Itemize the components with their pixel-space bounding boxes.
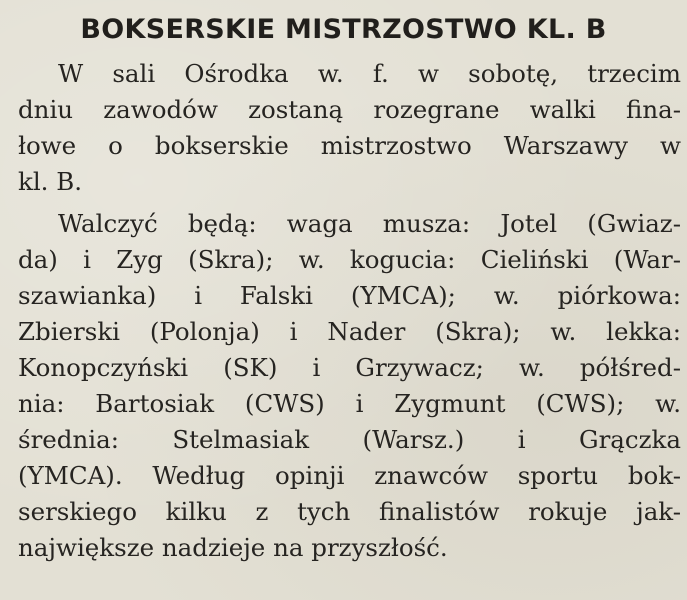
text-line: szawianka) i Falski (YMCA); w. piórkowa: [18, 281, 681, 310]
text-line: da) i Zyg (Skra); w. kogucia: Cieliński (War- [18, 245, 681, 274]
text-line: dniu zawodów zostaną rozegrane walki fina- [18, 95, 681, 124]
text-line: Walczyć będą: waga musza: Jotel (Gwiaz- [58, 209, 681, 238]
text-line: kl. B. [18, 167, 83, 196]
text-line: Konopczyński (SK) i Grzywacz; w. półśred- [18, 353, 681, 382]
text-line: W sali Ośrodka w. f. w sobotę, trzecim [58, 59, 681, 88]
paragraph-2 [18, 206, 681, 566]
text-line: łowe o bokserskie mistrzostwo Warszawy w [18, 131, 681, 160]
text-line: (YMCA). Według opinji znawców sportu bok- [18, 461, 681, 490]
article-body [18, 56, 681, 566]
text-line: nia: Bartosiak (CWS) i Zygmunt (CWS); w. [18, 389, 681, 418]
headline: BOKSERSKIE MISTRZOSTWO KL. B [80, 14, 607, 45]
text-line: serskiego kilku z tych finalistów rokuje jak- [18, 497, 681, 526]
text-line: średnia: Stelmasiak (Warsz.) i Grączka [18, 425, 681, 454]
text-line: Zbierski (Polonja) i Nader (Skra); w. lekka: [18, 317, 681, 346]
paragraph-1 [18, 56, 681, 200]
text-line: największe nadzieje na przyszłość. [18, 533, 448, 562]
